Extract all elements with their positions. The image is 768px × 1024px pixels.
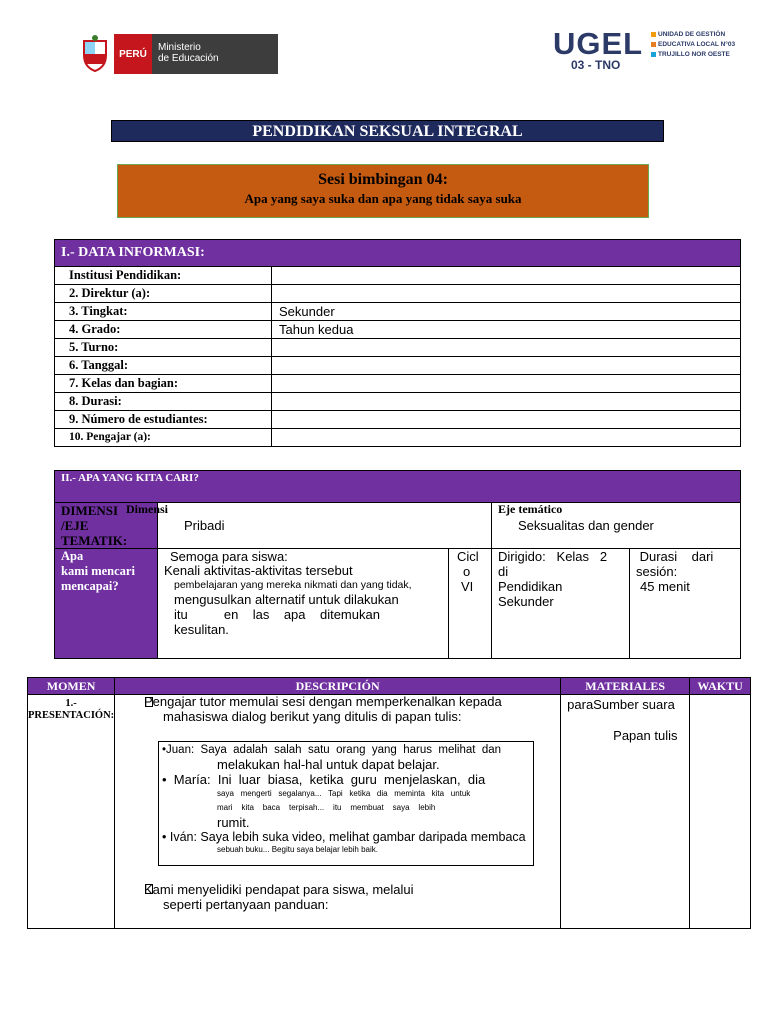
description-line: mahasiswa dialog berikut yang ditulis di papan tulis: bbox=[163, 709, 462, 724]
row-label: 8. Durasi: bbox=[55, 393, 272, 411]
cycle-line: Cicl bbox=[457, 549, 479, 564]
time-cell bbox=[690, 695, 751, 929]
table-row bbox=[55, 267, 741, 285]
row-value bbox=[272, 393, 741, 411]
row-label: 4. Grado: bbox=[55, 321, 272, 339]
goal-line: mengusulkan alternatif untuk dilakukan bbox=[174, 592, 399, 607]
moment-line: PRESENTACIÓN: bbox=[28, 710, 115, 721]
row-value bbox=[272, 267, 741, 285]
cycle-line: o bbox=[463, 564, 471, 579]
eje-value: Seksualitas dan gender bbox=[518, 518, 654, 533]
table-row bbox=[55, 339, 741, 357]
orange-square-icon bbox=[651, 42, 656, 47]
table-row bbox=[55, 303, 741, 321]
section1-heading: I.- DATA INFORMASI: bbox=[55, 240, 741, 267]
goal-label-line: Apa bbox=[61, 549, 84, 563]
row-value: Sekunder bbox=[272, 303, 741, 321]
ministry-logo bbox=[80, 34, 278, 74]
row-label: 7. Kelas dan bagian: bbox=[55, 375, 272, 393]
goal-line: kesulitan. bbox=[174, 622, 229, 637]
peru-tag: PERÚ bbox=[114, 34, 152, 74]
table-row bbox=[55, 285, 741, 303]
description-line: seperti pertanyaan panduan: bbox=[163, 897, 329, 912]
goal-line: pembelajaran yang mereka nikmati dan yang tidak, bbox=[174, 579, 412, 591]
orange-square-icon bbox=[651, 32, 656, 37]
directed-cell bbox=[492, 549, 630, 659]
dialog-ivan-line: • Iván: Saya lebih suka video, melihat gambar daripada membaca bbox=[162, 830, 526, 844]
ugel-logo bbox=[553, 28, 753, 74]
row-label: 3. Tingkat: bbox=[55, 303, 272, 321]
table-row bbox=[55, 393, 741, 411]
data-information-table bbox=[54, 239, 741, 447]
ugel-word: UGEL bbox=[553, 26, 644, 61]
goal-cell bbox=[158, 549, 449, 659]
directed-line: Sekunder bbox=[498, 594, 554, 609]
dimension-label-line: DIMENSI bbox=[61, 503, 119, 518]
materials-cell bbox=[561, 695, 690, 929]
directed-line: Pendidikan bbox=[498, 579, 563, 594]
ugel-line-2: EDUCATIVA LOCAL N°03 bbox=[658, 41, 736, 48]
ugel-sub: 03 - TNO bbox=[571, 58, 621, 72]
dialog-ivan-line: sebuah buku... Begitu saya belajar lebih baik. bbox=[217, 845, 378, 854]
duration-line: Durasi dari bbox=[636, 549, 714, 564]
duration-line: 45 menit bbox=[640, 579, 690, 594]
row-value bbox=[272, 339, 741, 357]
goal-intro: Semoga para siswa: bbox=[170, 549, 288, 564]
table-row bbox=[55, 411, 741, 429]
row-value bbox=[272, 285, 741, 303]
table-row bbox=[55, 429, 741, 447]
dimension-value: Pribadi bbox=[184, 518, 225, 533]
row-value bbox=[272, 411, 741, 429]
description-line: Kami menyelidiki pendapat para siswa, melalui bbox=[144, 882, 414, 897]
blue-square-icon bbox=[651, 52, 656, 57]
session-title: Sesi bimbingan 04: bbox=[318, 171, 448, 188]
dialog-box bbox=[158, 741, 534, 866]
bullet-box-icon bbox=[145, 697, 153, 707]
dimension-title: Dimensi bbox=[126, 502, 168, 516]
goal-label bbox=[55, 549, 158, 659]
eje-title: Eje temático bbox=[498, 502, 563, 516]
dimension-label-line: /EJE bbox=[61, 518, 89, 533]
ministry-line-1: Ministerio bbox=[158, 42, 201, 53]
col-time: WAKTU bbox=[690, 678, 751, 695]
duration-cell bbox=[630, 549, 741, 659]
col-description: DESCRIPCIÓN bbox=[115, 678, 561, 695]
objectives-table bbox=[54, 470, 741, 659]
ministry-line-2: de Educación bbox=[158, 53, 219, 64]
duration-line: sesión: bbox=[636, 564, 678, 579]
description-intro bbox=[144, 694, 556, 724]
row-label: 10. Pengajar (a): bbox=[55, 429, 272, 447]
table-row bbox=[55, 375, 741, 393]
ugel-line-3: TRUJILLO NOR OESTE bbox=[658, 51, 730, 58]
row-label: 9. Número de estudiantes: bbox=[55, 411, 272, 429]
goal-line: itu en las apa ditemukan bbox=[174, 607, 380, 622]
dimension-cell bbox=[126, 502, 492, 549]
row-label: 6. Tanggal: bbox=[55, 357, 272, 375]
row-value bbox=[272, 357, 741, 375]
eje-cell bbox=[492, 503, 741, 549]
goal-label-line: kami mencari bbox=[61, 564, 135, 578]
col-materials: MATERIALES bbox=[561, 678, 690, 695]
dialog-maria-line: rumit. bbox=[217, 815, 250, 830]
section2-heading: II.- APA YANG KITA CARI? bbox=[55, 471, 741, 503]
table-row bbox=[55, 321, 741, 339]
goal-line: Kenali aktivitas-aktivitas tersebut bbox=[164, 563, 353, 578]
row-value: Tahun kedua bbox=[272, 321, 741, 339]
cycle-line: VI bbox=[461, 579, 474, 594]
goal-label-line: mencapai? bbox=[61, 579, 119, 593]
row-value bbox=[272, 375, 741, 393]
col-moment: MOMEN bbox=[28, 678, 115, 695]
cycle-cell bbox=[449, 549, 492, 659]
table-row bbox=[55, 357, 741, 375]
session-subtitle: Apa yang saya suka dan apa yang tidak saya suka bbox=[244, 191, 522, 206]
dialog-juan-line: melakukan hal-hal untuk dapat belajar. bbox=[217, 757, 440, 772]
directed-line: di bbox=[498, 564, 509, 579]
page-title: PENDIDIKAN SEKSUAL INTEGRAL bbox=[111, 120, 664, 142]
session-box bbox=[117, 164, 649, 218]
row-value bbox=[272, 429, 741, 447]
moment-cell bbox=[28, 695, 115, 929]
material-line: paraSumber suara bbox=[567, 697, 675, 712]
dialog-maria-line: mari kita baca terpisah... itu membuat saya lebih bbox=[217, 803, 436, 812]
ugel-lines bbox=[651, 30, 735, 60]
moment-line: 1.- bbox=[65, 698, 77, 709]
ministry-name bbox=[152, 34, 278, 74]
dialog-juan-line: •Juan: Saya adalah salah satu orang yang harus melihat dan bbox=[162, 744, 502, 756]
bullet-box-icon bbox=[145, 884, 153, 894]
dialog-maria-line: • María: Ini luar biasa, ketika guru menjelaskan, dia bbox=[162, 772, 486, 787]
row-label: 5. Turno: bbox=[55, 339, 272, 357]
dialog-maria-line: saya mengerti segalanya... Tapi ketika dia meminta kita untuk bbox=[217, 789, 471, 798]
description-outro bbox=[144, 882, 556, 912]
row-label: 2. Direktur (a): bbox=[55, 285, 272, 303]
dimension-label-line: TEMATIK: bbox=[61, 533, 128, 548]
peru-coat-of-arms-icon bbox=[80, 35, 110, 73]
material-line: Papan tulis bbox=[613, 728, 678, 743]
directed-line: Dirigido: Kelas 2 bbox=[498, 549, 608, 564]
ugel-line-1: UNIDAD DE GESTIÓN bbox=[658, 31, 726, 38]
row-label: Institusi Pendidikan: bbox=[55, 267, 272, 285]
description-line: Pengajar tutor memulai sesi dengan memperkenalkan kepada bbox=[144, 694, 502, 709]
